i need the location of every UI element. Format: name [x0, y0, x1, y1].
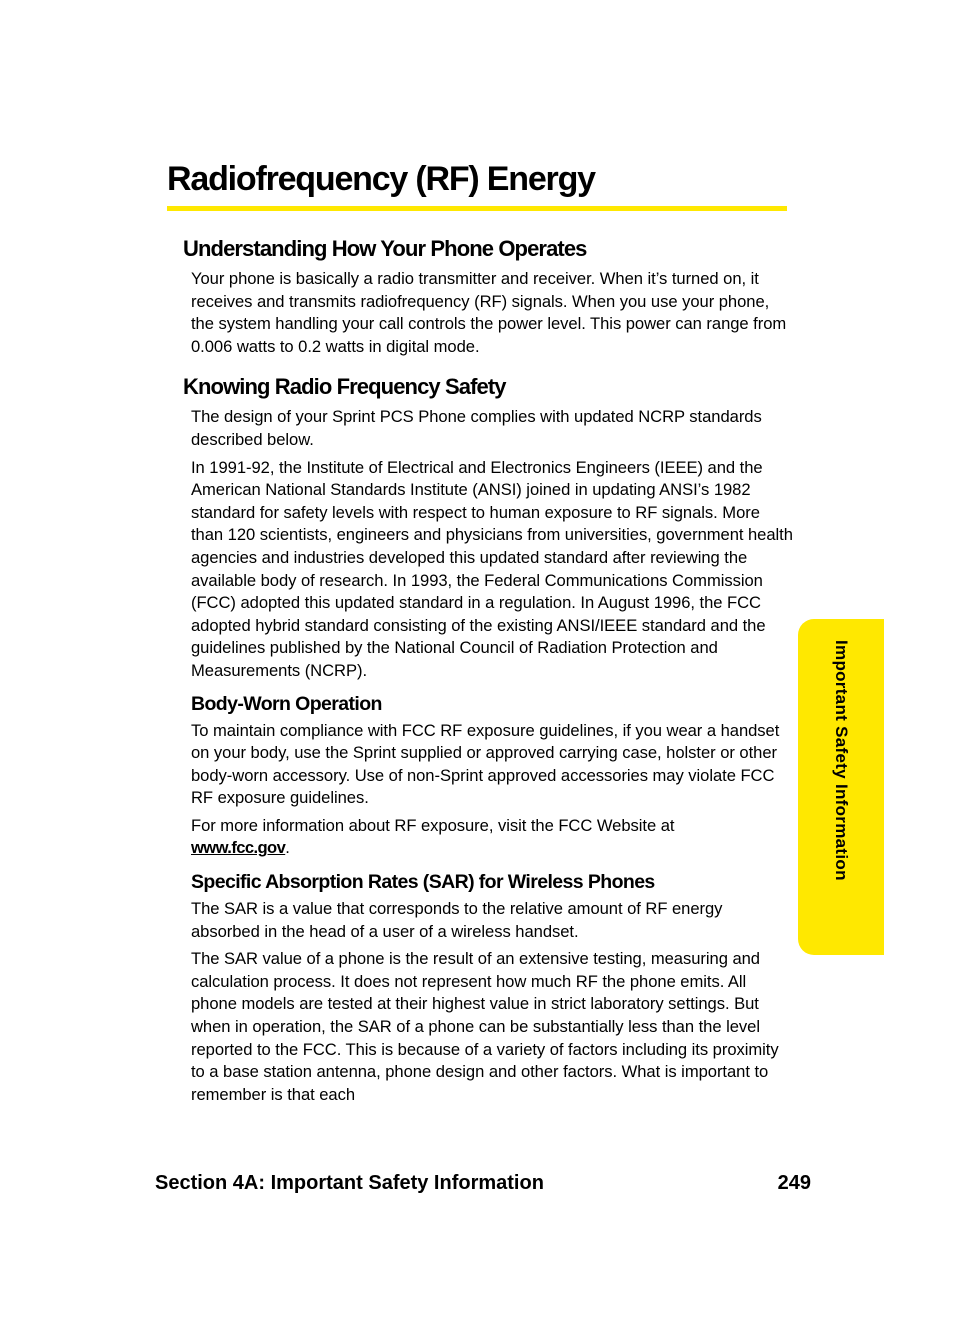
heading-body-worn-operation: Body-Worn Operation: [191, 692, 382, 715]
link-period: .: [285, 838, 290, 858]
heading-understanding-phone: Understanding How Your Phone Operates: [183, 236, 587, 261]
paragraph-sar-testing: The SAR value of a phone is the result of an extensive testing, measuring and calculation process. It does not represent how much RF the phone emits. All phone models are tested at their highest value in strict laboratory settings. But when in operation, the SAR of a phone can be substantially less than the level reported to the FCC. This is because of a variety of factors including its proximity to a base station antenna, phone design and other factors. What is important to remember is that each: [191, 949, 779, 1104]
main-content: [183, 230, 795, 1106]
heading-sar: Specific Absorption Rates (SAR) for Wireless Phones: [191, 871, 655, 894]
footer-section-title: Section 4A: Important Safety Information: [155, 1172, 544, 1194]
paragraph-sar-definition: The SAR is a value that corresponds to the relative amount of RF energy absorbed in the head of a user of a wireless handset.: [191, 899, 723, 941]
paragraph-ncrp-design: The design of your Sprint PCS Phone complies with updated NCRP standards described below.: [191, 407, 762, 449]
more-info-text: For more information about RF exposure, visit the FCC Website at: [191, 815, 675, 835]
paragraph-body-worn: To maintain compliance with FCC RF exposure guidelines, if you wear a handset on your body, use the Sprint supplied or approved carrying case, holster or other body-worn accessory. Use of non-Sprint approved accessories may violate FCC RF exposure guidelines.: [191, 720, 780, 808]
footer-page-number: 249: [777, 1172, 811, 1194]
title-underline-rule: [167, 206, 787, 211]
page-title: Radiofrequency (RF) Energy: [167, 160, 595, 198]
paragraph-phone-operation: Your phone is basically a radio transmitter and receiver. When it’s turned on, it receives and transmits radiofrequency (RF) signals. When you use your phone, the system handling your call controls the power level. This power can range from 0.006 watts to 0.2 watts in digital mode.: [191, 269, 787, 356]
paragraph-more-info: [191, 815, 795, 860]
fcc-website-link[interactable]: www.fcc.gov: [191, 838, 286, 858]
heading-rf-safety: Knowing Radio Frequency Safety: [183, 374, 506, 400]
paragraph-standards-history: In 1991-92, the Institute of Electrical and Electronics Engineers (IEEE) and the American National Standards Institute (ANSI) joined in updating ANSI’s 1982 standard for safety levels with respect to human exposure to RF signals. More than 120 scientists, engineers and physicians from universities, government health agencies and industries developed this updated standard after reviewing the available body of research. In 1993, the Federal Communications Commission (FCC) adopted this updated standard in a regulation. In August 1996, the FCC adopted hybrid standard consisting of the existing ANSI/IEEE standard and the guidelines published by the National Council of Radiation Protection and Measurements (NCRP).: [191, 457, 793, 680]
side-tab-label: Important Safety Information: [832, 640, 851, 881]
page-footer: [155, 1168, 811, 1198]
